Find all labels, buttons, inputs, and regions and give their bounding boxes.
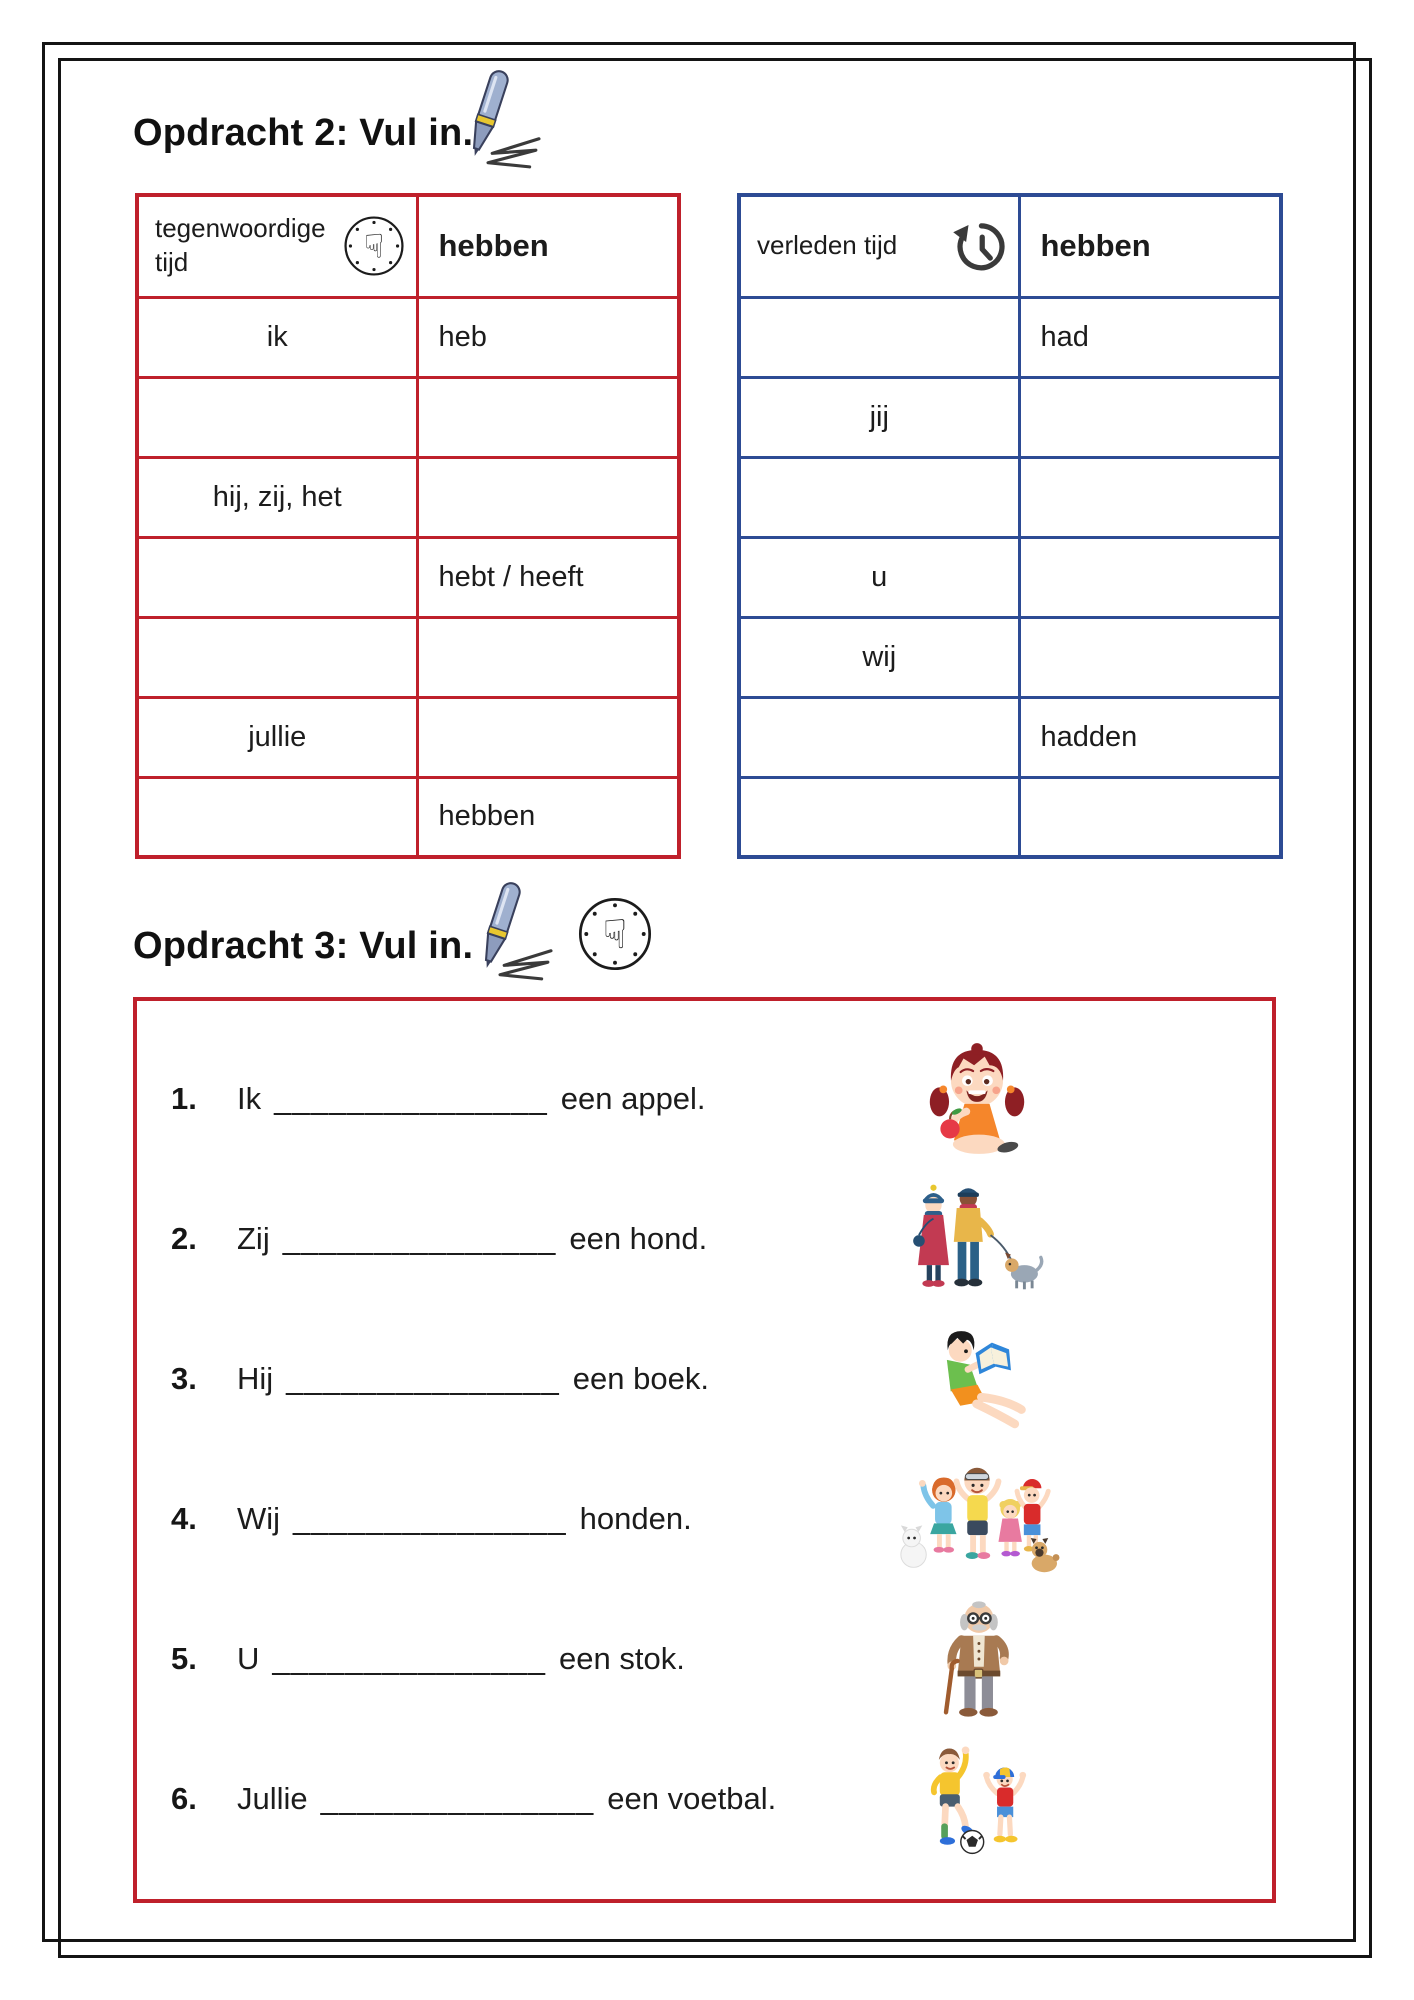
pronoun-cell-empty[interactable] [739,457,1019,537]
pronoun-cell: hij, zij, het [137,457,417,537]
fill-in-blank[interactable]: _______________ [320,1781,595,1816]
sentence-row [137,1729,1272,1869]
pronoun-cell-empty[interactable] [739,297,1019,377]
boys-with-football-illustration [887,1740,1067,1858]
form-cell-empty[interactable] [1019,537,1281,617]
pronoun-cell-empty[interactable] [739,697,1019,777]
sentence-rest: honden. [579,1501,692,1536]
pronoun-cell: wij [739,617,1019,697]
clock-pointing-hand-icon [342,214,406,278]
table-row [739,697,1281,777]
table-row [137,617,679,697]
tense-label: tegenwoordige tijd [155,213,326,278]
sentence-rest: een appel. [560,1081,706,1116]
fill-in-blank[interactable]: _______________ [282,1221,557,1256]
present-tense-table [135,193,681,859]
sentence-rest: een boek. [572,1361,709,1396]
item-number: 4. [171,1501,197,1536]
pen-writing-icon [440,878,558,982]
sentence [237,1361,709,1397]
pronoun-cell-empty[interactable] [137,777,417,857]
form-cell: hadden [1019,697,1281,777]
item-number: 3. [171,1361,197,1396]
sentence-subject: Jullie [237,1781,308,1816]
tense-header-cell [739,195,1019,297]
form-cell: hebben [417,777,679,857]
past-tense-table [737,193,1283,859]
opdracht2-title: Opdracht 2: Vul in. [133,112,474,154]
table-row [137,537,679,617]
boy-reading-book-illustration [887,1325,1067,1433]
table-row [739,537,1281,617]
sentence [237,1081,706,1117]
tense-header-cell [137,195,417,297]
form-cell-empty[interactable] [1019,777,1281,857]
form-cell: hebt / heeft [417,537,679,617]
verb-header-cell [1019,195,1281,297]
table-row [739,377,1281,457]
table-row [739,457,1281,537]
sentence-row [137,1169,1272,1309]
sentence-subject: Zij [237,1221,270,1256]
couple-walking-dog-illustration [887,1180,1067,1298]
table-row [739,617,1281,697]
form-cell: had [1019,297,1281,377]
sentence-subject: Wij [237,1501,281,1536]
tense-label: verleden tijd [757,230,898,261]
item-number: 1. [171,1081,197,1116]
pronoun-cell-empty[interactable] [739,777,1019,857]
item-number: 5. [171,1641,197,1676]
table-row [137,457,679,537]
pronoun-cell: u [739,537,1019,617]
pronoun-cell-empty[interactable] [137,537,417,617]
sentence-row [137,1309,1272,1449]
sentence-rest: een hond. [569,1221,708,1256]
sentence-row [137,1029,1272,1169]
pronoun-cell: jullie [137,697,417,777]
sentence [237,1501,692,1537]
table-row [137,377,679,457]
pronoun-cell: jij [739,377,1019,457]
pronoun-cell-empty[interactable] [137,617,417,697]
table-row [137,777,679,857]
opdracht3-title: Opdracht 3: Vul in. [133,925,474,967]
sentence-row [137,1589,1272,1729]
children-with-two-dogs-illustration [887,1458,1067,1580]
form-cell: heb [417,297,679,377]
table-row [137,297,679,377]
item-number: 2. [171,1221,197,1256]
sentence-subject: U [237,1641,260,1676]
verb-header-cell [417,195,679,297]
fill-in-blank[interactable]: _______________ [272,1641,547,1676]
sentence [237,1221,707,1257]
form-cell-empty[interactable] [1019,457,1281,537]
history-clock-icon [950,217,1008,275]
grandfather-with-cane-illustration [887,1597,1067,1721]
form-cell-empty[interactable] [1019,377,1281,457]
sentence-rest: een stok. [559,1641,685,1676]
item-number: 6. [171,1781,197,1816]
form-cell-empty[interactable] [417,697,679,777]
pronoun-cell: ik [137,297,417,377]
pronoun-cell-empty[interactable] [137,377,417,457]
table-row [739,777,1281,857]
fill-in-blank[interactable]: _______________ [274,1081,548,1116]
fill-in-blank[interactable]: _______________ [293,1501,567,1536]
form-cell-empty[interactable] [417,617,679,697]
sentence-rest: een voetbal. [607,1781,777,1816]
sentence-subject: Hij [237,1361,274,1396]
exercise-box [133,997,1276,1903]
sentence-subject: Ik [237,1081,262,1116]
form-cell-empty[interactable] [1019,617,1281,697]
table-header-row [137,195,679,297]
form-cell-empty[interactable] [417,377,679,457]
pen-writing-icon [428,66,546,170]
sentence [237,1781,776,1817]
table-row [739,297,1281,377]
table-header-row [739,195,1281,297]
girl-with-apple-illustration [887,1039,1067,1159]
fill-in-blank[interactable]: _______________ [286,1361,560,1396]
verb-header: hebben [438,228,549,264]
sentence [237,1641,685,1677]
sentence-row [137,1449,1272,1589]
verb-header: hebben [1040,228,1151,264]
clock-pointing-hand-icon [576,895,654,973]
form-cell-empty[interactable] [417,457,679,537]
table-row [137,697,679,777]
